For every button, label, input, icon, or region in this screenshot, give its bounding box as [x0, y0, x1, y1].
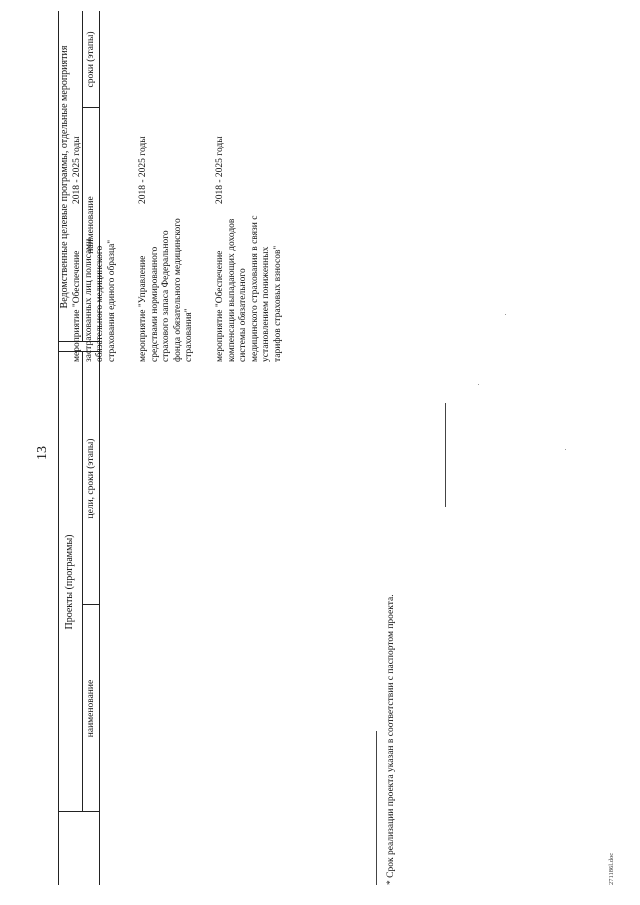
measure-name: мероприятие "Обеспечение застрахованных лиц полисами обязательного медицинского страхования единого образца"	[72, 238, 117, 362]
document-code: 271186l.doc	[608, 852, 615, 885]
measure-terms: 2018 - 2025 годы	[72, 136, 82, 204]
header-bottom-rule	[99, 11, 100, 885]
footnote: * Срок реализации проекта указан в соответствии с паспортом проекта.	[386, 594, 396, 885]
footnote-rule	[376, 731, 377, 885]
col-project-name-header: наименование	[86, 679, 96, 738]
scan-speck	[478, 384, 479, 385]
group-projects-header: Проекты (программы)	[64, 534, 75, 630]
separator-rule	[445, 403, 446, 507]
page-number: 13	[35, 446, 50, 460]
projects-subheader-rule	[82, 352, 83, 812]
measure-name: мероприятие "Управление средствами нормированного страхового запаса Федерального фонда обязательного медицинского страхования"	[138, 218, 195, 362]
col-measure-terms-header: сроки (этапы)	[86, 31, 96, 88]
measure-terms: 2018 - 2025 годы	[215, 136, 225, 204]
group-departmental-header: Ведомственные целевые программы, отдельные мероприятия	[59, 45, 70, 309]
col-measure-name-header: наименование	[86, 196, 96, 254]
scan-speck	[505, 314, 506, 315]
scan-speck	[565, 449, 566, 450]
measure-name: мероприятие "Обеспечение компенсации выпадающих доходов системы обязательного медицинского страхования в связи с установлением пониженных тарифов страховых взносов"	[215, 215, 283, 362]
col-project-goals-header: цели, сроки (этапы)	[86, 438, 96, 519]
measure-terms: 2018 - 2025 годы	[138, 136, 148, 204]
